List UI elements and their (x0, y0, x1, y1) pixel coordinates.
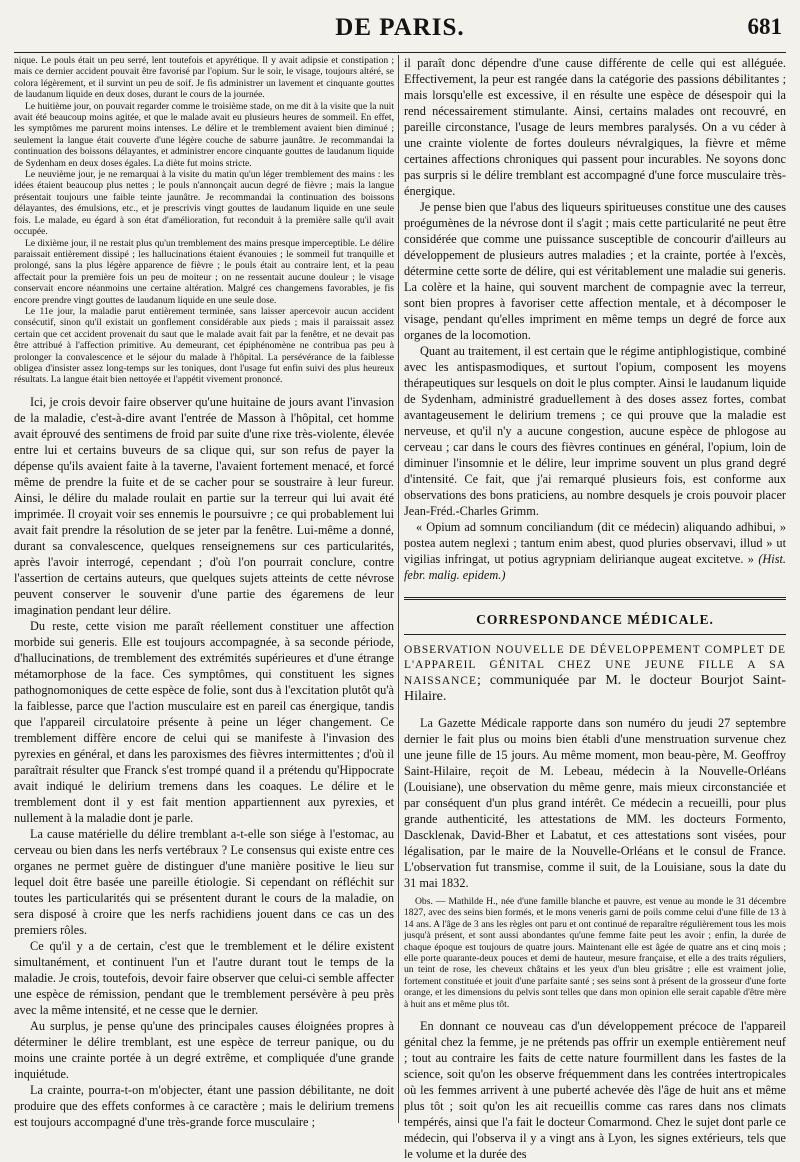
case-note-paragraph: nique. Le pouls était un peu serré, lent toutefois et apyrétique. Il y avait adipsie et constipation ; mais ce dernier accident pouvait être favorisé par l'opium. Sur le soir, le visage, toujours altéré, se colora légèrement, et il survint un peu de soif. Je fis administrer un lavement et cinquante gouttes de laudanum liquide en deux doses, durant le cours de la journée. (14, 55, 394, 101)
case-note-paragraph: Le neuvième jour, je ne remarquai à la visite du matin qu'un léger tremblement des mains : les idées étaient beaucoup plus nettes ; le pouls n'annonçait aucun degré de fièvre ; mais la langue présentait toujours une faible teinte jaunâtre. Je recommandai la continuation des boissons délayantes, des émulsions, etc., et je prescrivis vingt gouttes de laudanum liquide en une seule fois. Le malade, eu égard à son état d'amélioration, fut reconduit à la première salle qu'il avait occupée. (14, 169, 394, 238)
body-paragraph: La Gazette Médicale rapporte dans son numéro du jeudi 27 septembre dernier le fait plus ou moins bien établi d'une menstruation survenue chez une jeune fille de 15 jours. Au même moment, mon beau-père, M. Geoffroy Saint-Hilaire, reçoit de M. Lebeau, médecin à la Nouvelle-Orléans (Louisiane), une observation du même genre, mais mieux circonstanciée et par conséquent d'un plus grand intérêt. Ce médecin a recueilli, pour plus grande authenticité, les attestations de MM. les docteurs Formento, Dascklenak, David-Bher et Labatut, et ces attestations sont visées, pour légalisation, par le maire de la Nouvelle-Orléans et le consul de France. L'observation fut transmise, comme il suit, de la Louisiane, sous la date du 31 mai 1832. (404, 716, 786, 890)
body-paragraph: Au surplus, je pense qu'une des principales causes éloignées propres à déterminer le délire tremblant, est une espèce de terreur panique, ou du moins une crainte portée à un degré extrême, et compliquée d'une grande inquiétude. (14, 1018, 394, 1081)
observation-text: Obs. — Mathilde H., née d'une famille blanche et pauvre, est venue au monde le 31 décembre 1827, avec des seins bien formés, et le mons veneris garni de poils comme celui d'une fille de 13 à 14 ans. A l'âge de 3 ans les règles ont paru et ont continué de reparaître régulièrement tous les mois jusqu'à présent, et sont aussi abondantes qu'une femme faite peut les avoir ; enfin, la durée de chaque époque est toujours de quatre jours. Maintenant elle est âgée de quatre ans et cinq mois ; elle porte quarante-deux pouces et demi de hauteur, mesure française, et elle a des traits réguliers, un teint de rose, les cheveux châtains et les yeux d'un bleu grisâtre ; elle est vraiment jolie, fortement constituée et jouit d'une parfaite santé ; ses seins sont à présent de la grosseur d'une forte orange, et les dimensions du pelvis sont telles que dans mon opinion elle serait capable d'être mère à huit ans et même plus tôt. (404, 896, 786, 1010)
body-paragraph: Quant au traitement, il est certain que le régime antiphlogistique, combiné avec les antispasmodiques, et surtout l'opium, composent les moyens thérapeutiques sur lesquels on doit le plus compter. Ainsi le laudanum liquide de Sydenham, administré graduellement à des doses assez fortes, combat avantageusement le delirium tremens ; ce qui prouve que la maladie est nerveuse, et qu'il n'y a aucune congestion, aucune espèce de phlogose au cerveau ; car dans le cours des fièvres continues en général, l'opium, loin de diminuer l'insomnie et le délire, leur imprime souvent un plus grand degré d'intensité. Ce fait, que j'ai remarqué plusieurs fois, est conforme aux observations des bons praticiens, au nombre desquels je crois pouvoir placer Jean-Fréd.-Charles Grimm. (404, 344, 786, 518)
quote-text: « Opium ad somnum conciliandum (dit ce médecin) aliquando adhibui, » postea autem neglexi ; tantum enim abest, quod pluries observavi, illud » ut vigilias infringat, ut potius agrypniam delirianque augeat excitetve. » (404, 520, 786, 566)
observation-title-caps: OBSERVATION NOUVELLE DE DÉVELOPPEMENT COMPLET DE L'APPAREIL GÉNITAL CHEZ UNE JEUNE FILLE A SA NAISSANCE (404, 644, 786, 687)
body-paragraph: il paraît donc dépendre d'une cause différente de celle qui est alléguée. Effectivement, la peur est rangée dans la catégorie des passions débilitantes ; mais lorsqu'elle est excessive, il en résulte une espèce de désespoir qui la rend nécessairement stimulante. Ainsi, certains malades ont recouvré, en pareille circonstance, l'usage de leurs membres paralysés. On a vu céder à une crainte violente de fortes douleurs névralgiques, la fièvre et même certaines affections chroniques qui passent pour incurables. Ne soyons donc pas surpris si le délire tremblant est accompagné d'une force musculaire très-énergique. (404, 56, 786, 198)
latin-quote (404, 519, 786, 583)
case-note-paragraph: Le huitième jour, on pouvait regarder comme le troisième stade, on me dit à la visite que la nuit avait été beaucoup moins agitée, et que le malade avait eu plusieurs heures de sommeil. En effet, les symptômes me parurent moins intenses. Le délire et le tremblement avaient bien diminué ; seulement la langue était couverte d'une légère couche de saburre jaunâtre. Je recommandai la continuation des boissons délayantes, et administrer encore cinquante gouttes de laudanum liquide de Sydenham en deux doses égales. La diète fut moins stricte. (14, 100, 394, 169)
column-divider (398, 55, 399, 1123)
body-paragraph: En donnant ce nouveau cas d'un développement précoce de l'appareil génital chez la femme, je ne prétends pas offrir un exemple entièrement neuf ; tout au contraire les faits de cette nature fourmillent dans les fastes de la science, soit qu'on les observe fréquemment dans les contrées intertropicales où les femmes arrivent à une puberté achevée dès l'âge de huit ans et même plus tôt ; soit qu'on les ait recueillis comme cas rares dans nos climats tempérés, ainsi que l'a fait le docteur Comarmond. Chez le sujet dont parle ce médecin, qui l'observa il y a vingt ans à Lyon, les signes extérieurs, tels que le volume et la durée des (404, 1019, 786, 1162)
page-header (14, 12, 786, 48)
section-title: CORRESPONDANCE MÉDICALE. (476, 612, 714, 627)
page-number: 681 (747, 14, 782, 39)
body-paragraph: Du reste, cette vision me paraît réellement constituer une affection morbide sui generis. Elle est toujours accompagnée, à sa seconde période, d'hallucinations, de tremblement des extrémités supérieures et d'une étrange métamorphose de la face. Ces symptômes, qui constituent les signes pathognomoniques de cette espèce de folie, sont dus à l'excitation plutôt qu'à la faiblesse, parce que l'action musculaire est en pareil cas énergique, tandis que l'appareil circulatoire présente à peine un léger changement. Ce tremblement diffère encore de celui qui se manifeste à l'invasion des pyrexies en général, et dans les paroxismes des fièvres intermittentes ; d'où il paraîtrait résulter que Franck s'est trompé quand il a prétendu qu'Hippocrate avait indiqué le delirium tremens dans les coaques. Le délire et le tremblement dont il y est fait mention appartiennent aux pyrexies, et nullement à la maladie dont je parle. (14, 618, 394, 825)
section-double-rule (404, 597, 786, 600)
body-paragraph: Je pense bien que l'abus des liqueurs spiritueuses constitue une des causes proégumènes de la névrose dont il s'agit ; mais cette particularité ne peut être considérée que comme une puissance susceptible de concourir d'ailleurs au développement de plusieurs autres maladies ; et la crainte, portée à l'excès, détermine cette sorte de délire, qui est véritablement une maladie sui generis. La colère et la haine, qui souvent marchent de compagnie avec la terreur, sont bien propres à favoriser cette affection mentale, et à décomposer le visage, pendant qu'elles impriment en même temps un degré de force aux organes de la locomotion. (404, 200, 786, 342)
left-column (14, 55, 394, 1129)
body-paragraph: La cause matérielle du délire tremblant a-t-elle son siége à l'estomac, au cerveau ou bien dans les nerfs vertébraux ? Le consensus qui existe entre ces organes ne permet guère de distinguer d'une manière positive le lieu sur lequel doit être basée une pareille étiologie. Si cependant on réfléchit sur toutes les particularités qui se présentent durant le cours de la maladie, on sera disposé à croire que les nerfs rachidiens jouent dans ce cas un des premiers rôles. (14, 826, 394, 937)
observation-title (404, 643, 786, 705)
case-note-paragraph: Le 11e jour, la maladie parut entièrement terminée, sans laisser apercevoir aucun accident consécutif, sinon qu'il existait un gonflement considérable aux pieds ; mais il paraissait assez certain que cet accident provenait du saut que le malade avait fait par la fenêtre, et ne devait pas être attribué à l'affection primitive. Au demeurant, cet épiphénomène ne contribua pas peu à prolonger la convalescence et le séjour du malade à l'hôpital. La persévérance de la faiblesse obligea d'insister assez long-temps sur les toniques, dont l'usage fut enfin suivi des plus heureux résultats. La langue était bien nettoyée et l'appétit vivement prononcé. (14, 305, 394, 386)
quote-source: (Hist. febr. malig. epidem.) (404, 552, 786, 582)
case-note-paragraph: Le dixième jour, il ne restait plus qu'un tremblement des mains presque imperceptible. Le délire paraissait entièrement dissipé ; les hallucinations étaient évanouies ; le sommeil fut tranquille et prolongé, sans la plus légère apparence de fièvre ; le pouls était au contraire lent, et la peau affectait pour la première fois un peu de moiteur ; on ne ressentait aucune douleur ; le visage conservait encore néanmoins une certaine altération. Malgré ces changemens favorables, je fis encore prendre vingt gouttes de laudanum liquide en une seule dose. (14, 237, 394, 306)
right-column (404, 55, 786, 1162)
running-title: DE PARIS. (335, 14, 465, 41)
body-paragraph: Ici, je crois devoir faire observer qu'une huitaine de jours avant l'invasion de la maladie, c'est-à-dire avant l'entrée de Masson à l'hôpital, cet homme avait éprouvé des sentimens de froid par suite d'une rixe très-violente, élevée entre lui et certains buveurs de sa clique qui, sur son refus de payer la dépense qu'ils avaient faite à la taverne, l'avaient fortement menacé, et forcé même de prendre la fuite et de se cacher pour se soustraire à leur fureur. Ainsi, le délire du malade roulait en partie sur la terreur qui lui avait été imprimée. Il croyait voir ses ennemis le poursuivre ; ce qui probablement lui avait fait prendre la résolution de se jeter par la fenêtre. Lui-même a donné, durant sa convalescence, quelques renseignemens sur ces particularités, après l'avoir interrogé, cependant ; d'où l'on pourrait conclure, contre l'assertion de certains auteurs, que quelques sujets atteints de cette névrose peuvent conserver le souvenir d'une partie des égaremens de leur imagination pendant leur délire. (14, 394, 394, 617)
body-paragraph: La crainte, pourra-t-on m'objecter, étant une passion débilitante, ne doit produire que des effets conformes à ce caractère ; mais le delirium tremens est toujours accompagné d'une très-grande force musculaire ; (14, 1082, 394, 1129)
header-rule (14, 52, 786, 53)
section-rule (404, 634, 786, 635)
body-paragraph: Ce qu'il y a de certain, c'est que le tremblement et le délire existent simultanément, et continuent l'un et l'autre durant tout le temps de la maladie. Je crois, toutefois, devoir faire observer que celui-ci semble affecter une espèce de rémission, pendant que le tremblement persévère à peu près avec la même intensité, et ne cesse que le dernier. (14, 938, 394, 1017)
observation-title-author: ; communiquée par M. le docteur Bourjot Saint-Hilaire. (404, 673, 786, 704)
